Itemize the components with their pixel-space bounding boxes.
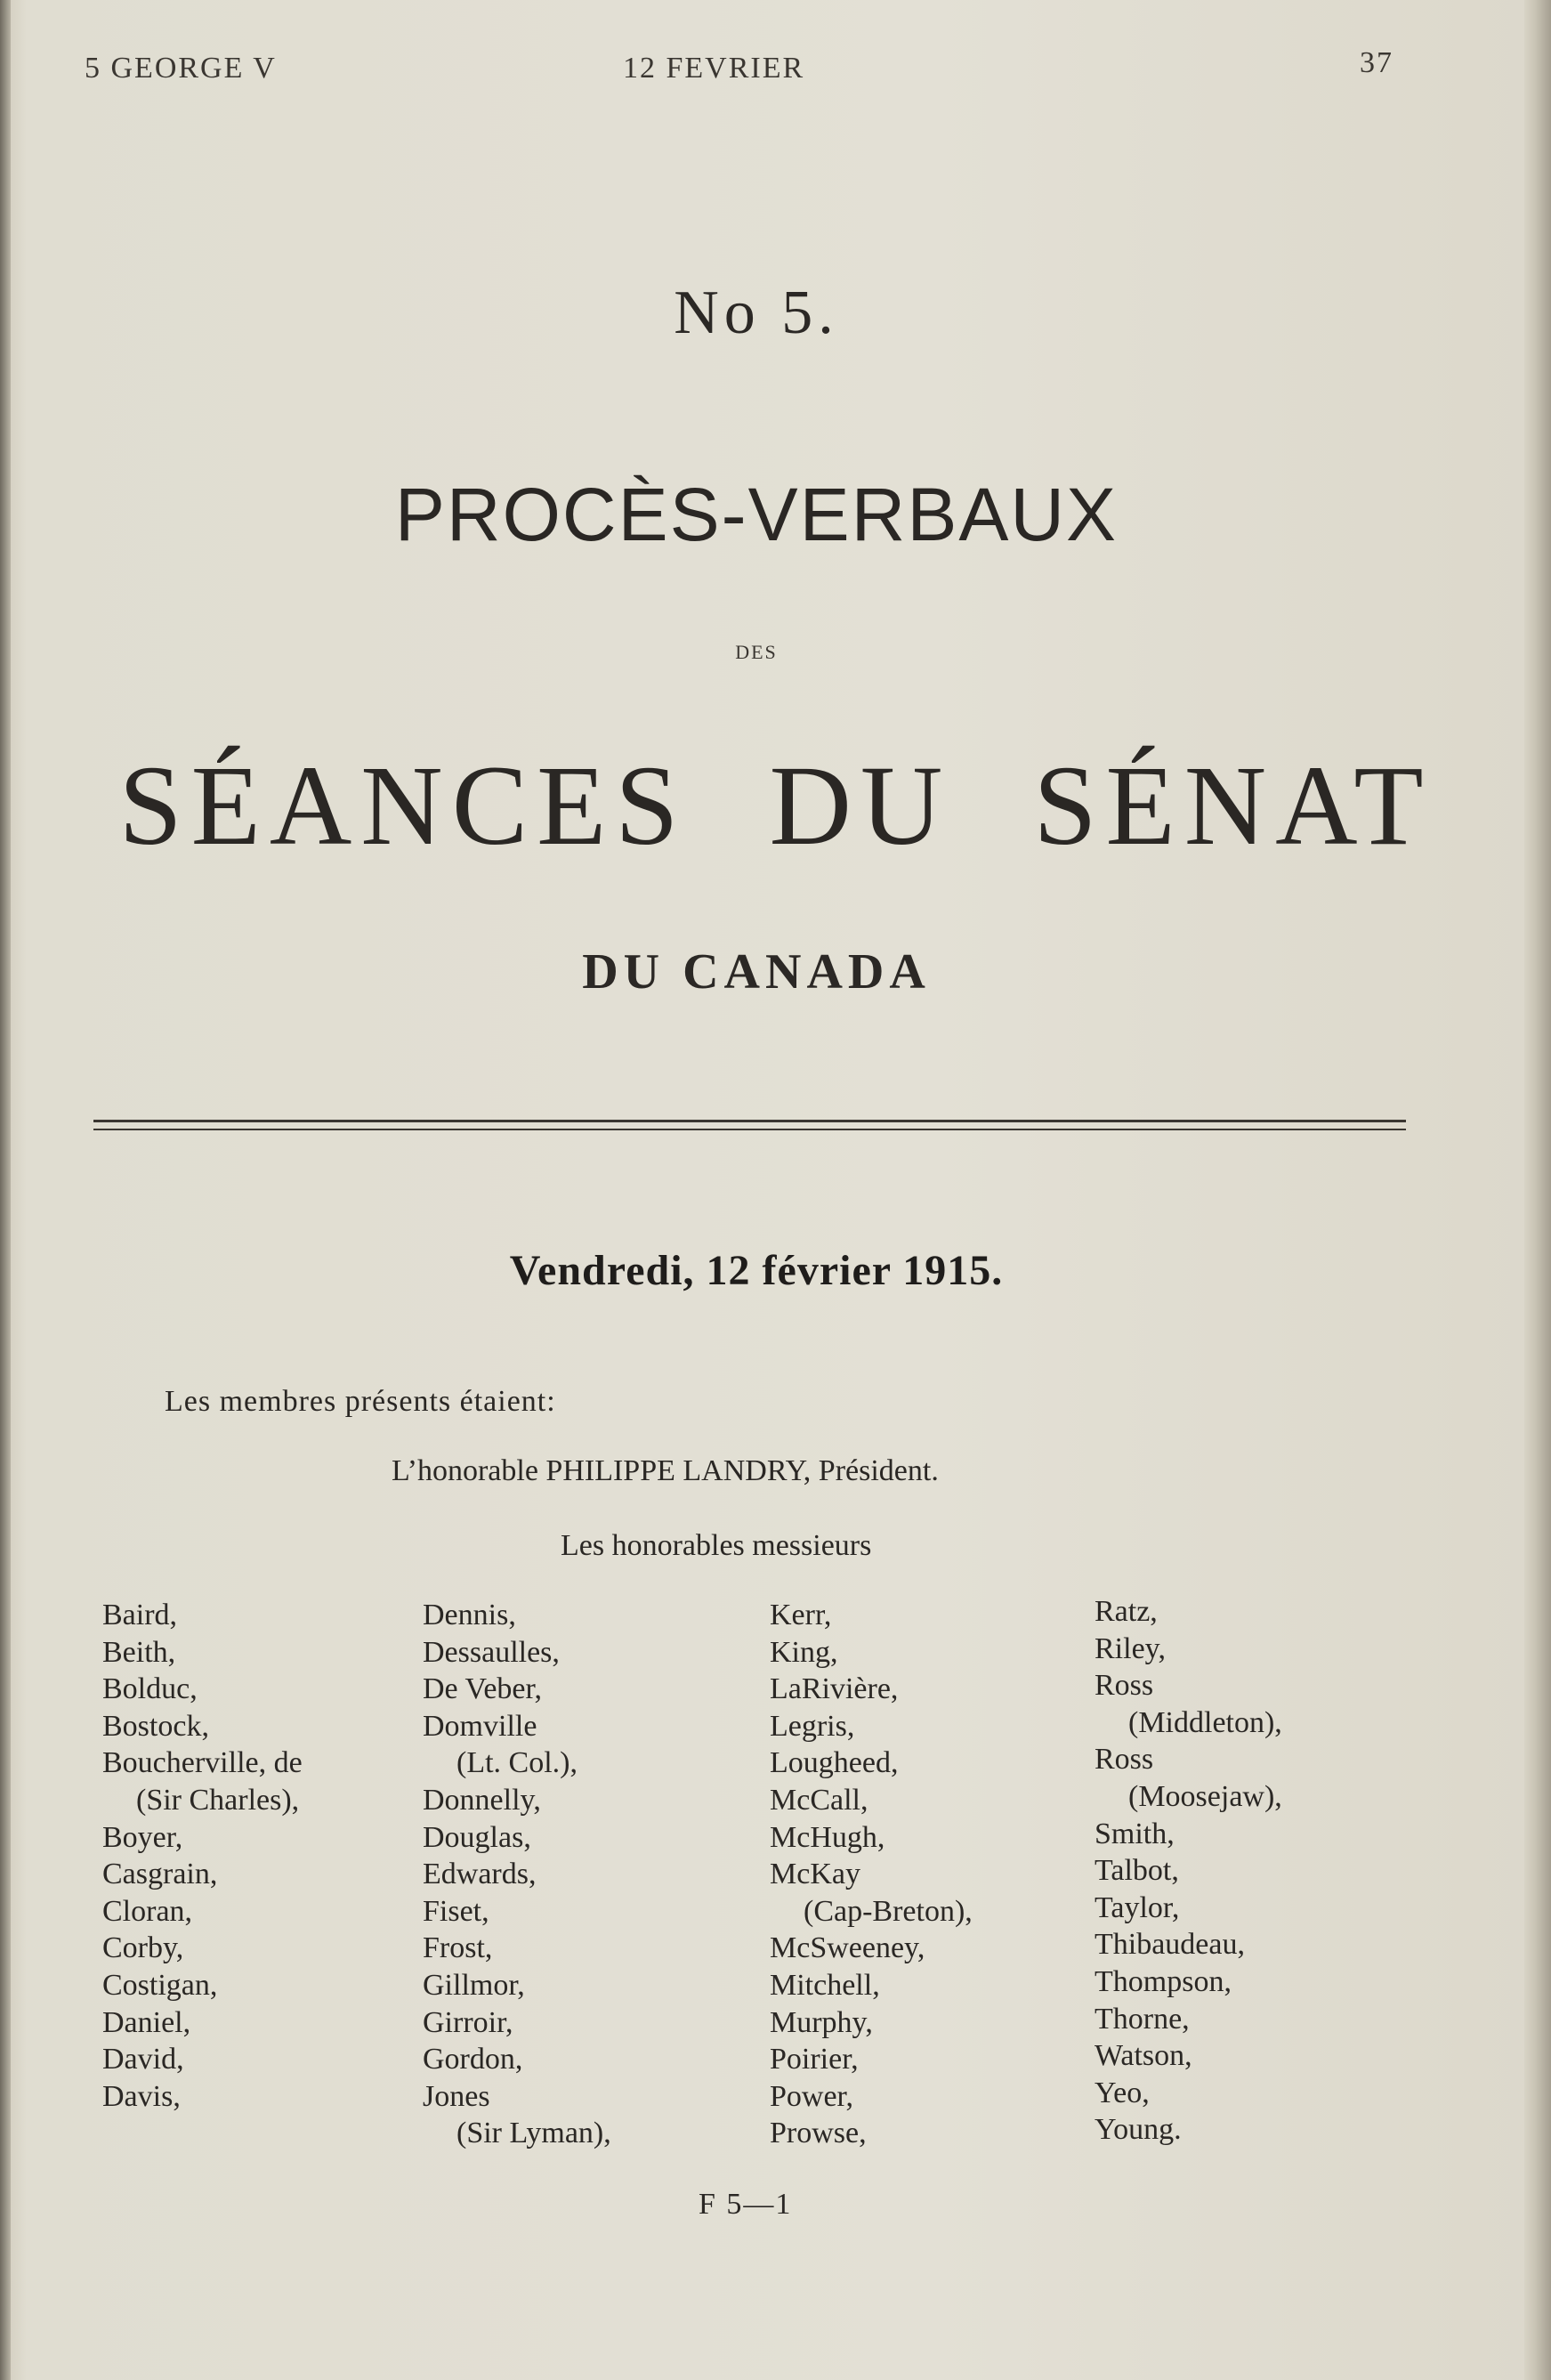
member-name: (Moosejaw), [1128,1779,1282,1813]
member-name: Baird, [102,1599,178,1631]
member-name: Ross [1095,1669,1154,1703]
member-name: Poirier, [770,2043,859,2076]
member-name: Murphy, [770,2005,873,2039]
members-intro: Les membres présents étaient: [165,1385,556,1418]
member-name: Thibaudeau, [1095,1928,1245,1962]
book-spine-edge [0,0,11,2380]
member-name: McSweeney, [770,1931,925,1965]
member-name: (Lt. Col.), [456,1746,578,1780]
member-name: Boyer, [102,1820,183,1854]
honorables-heading: Les honorables messieurs [561,1529,872,1562]
members-column-2 [423,1597,611,2152]
document-number: No 5. [674,279,839,347]
session-date: Vendredi, 12 février 1915. [509,1247,1004,1294]
title-du-canada: DU CANADA [582,944,931,1000]
member-name: Smith, [1095,1817,1175,1850]
title-proces-verbaux: PROCÈS-VERBAUX [394,473,1119,556]
double-rule-top [93,1120,1406,1122]
member-name: Riley, [1095,1631,1166,1665]
members-column-4 [1095,1593,1282,2149]
member-name: Yeo, [1095,2076,1150,2109]
member-name: Talbot, [1095,1854,1179,1888]
page-number: 37 [1360,46,1393,79]
member-name: (Cap-Breton), [804,1894,973,1928]
member-name: Bostock, [102,1709,209,1743]
member-name: McHugh, [770,1820,885,1854]
member-name: Daniel, [102,2005,191,2039]
president-line: L’honorable PHILIPPE LANDRY, Président. [392,1454,939,1487]
member-name: Kerr, [770,1599,832,1631]
member-name: Watson, [1095,2039,1192,2073]
member-name: Donnelly, [423,1783,541,1817]
member-name: Taylor, [1095,1890,1180,1924]
members-column-3 [770,1597,973,2152]
member-name: Dennis, [423,1599,516,1631]
member-name: Thompson, [1095,1964,1232,1998]
member-name: Ross [1095,1743,1154,1777]
member-name: (Sir Lyman), [456,2117,611,2150]
member-name: Costigan, [102,1968,218,2002]
member-name: (Sir Charles), [136,1783,300,1817]
member-name: Boucherville, de [102,1746,303,1780]
member-name: King, [770,1635,838,1669]
signature-folio: F 5—1 [699,2188,793,2221]
member-name: Jones [423,2079,490,2113]
running-head-left: 5 GEORGE V [85,52,277,85]
member-name: LaRivière, [770,1672,899,1706]
member-name: Mitchell, [770,1968,880,2002]
member-name: Fiset, [423,1894,489,1928]
member-name: Bolduc, [102,1672,198,1706]
members-column-1 [102,1597,303,2115]
title-des: DES [735,641,778,663]
title-seances-du-senat: SÉANCES DU SÉNAT [118,742,1433,869]
member-name: Ratz, [1095,1595,1158,1628]
member-name: Prowse, [770,2117,867,2150]
member-name: McCall, [770,1783,868,1817]
member-name: Domville [423,1709,537,1743]
member-name: Frost, [423,1931,493,1965]
member-name: Legris, [770,1709,855,1743]
member-name: Power, [770,2079,854,2113]
member-name: De Veber, [423,1672,542,1706]
member-name: Thorne, [1095,2002,1190,2036]
double-rule-bottom [93,1129,1406,1130]
member-name: McKay [770,1858,860,1891]
running-head-center: 12 FEVRIER [623,52,805,85]
member-name: David, [102,2043,184,2076]
member-name: Corby, [102,1931,184,1965]
member-name: Dessaulles, [423,1635,560,1669]
member-name: Gordon, [423,2043,523,2076]
member-name: Girroir, [423,2005,513,2039]
member-name: Douglas, [423,1820,531,1854]
member-name: Davis, [102,2079,181,2113]
page-right-edge [1524,0,1551,2380]
member-name: Lougheed, [770,1746,899,1780]
member-name: Beith, [102,1635,176,1669]
member-name: Casgrain, [102,1858,218,1891]
member-name: (Middleton), [1128,1705,1282,1739]
member-name: Edwards, [423,1858,537,1891]
member-name: Young. [1095,2113,1182,2147]
member-name: Cloran, [102,1894,193,1928]
member-name: Gillmor, [423,1968,525,2002]
